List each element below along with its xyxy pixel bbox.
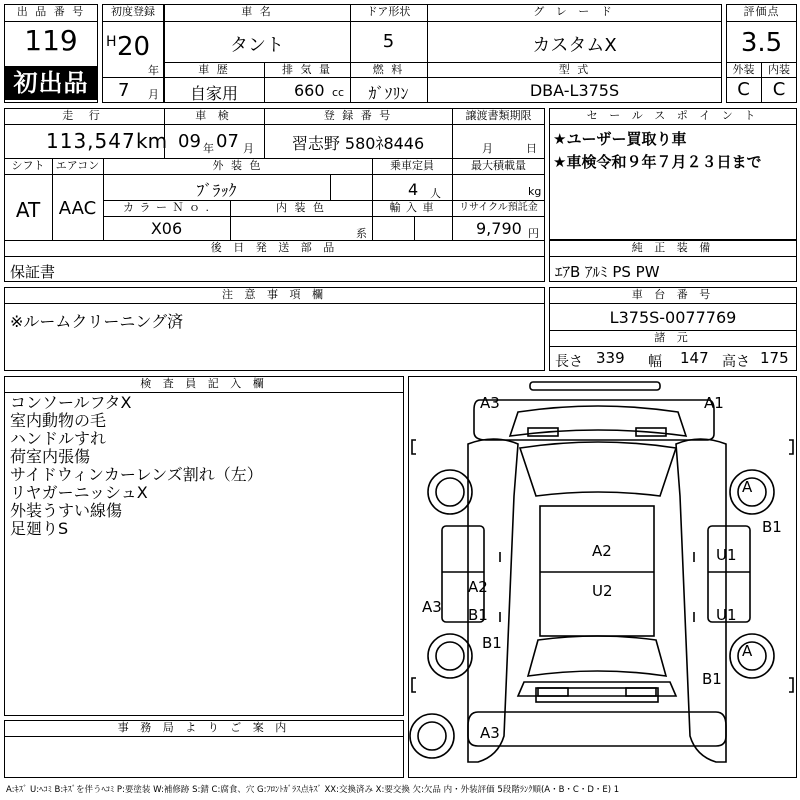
height-label: 高さ (722, 354, 750, 370)
damage-mark: B1 (482, 634, 502, 652)
plate-number: 習志野 580ﾈ8446 (291, 134, 425, 153)
reg-month: 7 (118, 80, 130, 101)
capacity-label: 乗車定員 (390, 159, 434, 172)
mileage: 113,547 (46, 129, 136, 153)
damage-mark: A2 (592, 542, 612, 560)
capacity-unit: 人 (430, 187, 441, 200)
equipment-label: 純 正 装 備 (631, 241, 715, 254)
score-label: 評価点 (743, 5, 780, 18)
history: 自家用 (189, 84, 238, 103)
first-reg-label: 初度登録 (111, 5, 155, 18)
notes-text: ※ルームクリーニング済 (10, 312, 184, 331)
shift-label: シフト (11, 159, 45, 172)
length-label: 長さ (555, 354, 583, 370)
score: 3.5 (740, 28, 783, 58)
damage-mark: B1 (702, 670, 722, 688)
import-label: 輸 入 車 (389, 201, 435, 214)
reg-year: 20 (117, 32, 151, 62)
load-label: 最大積載量 (471, 159, 526, 172)
inspector-line: ハンドルすれ (10, 429, 107, 448)
capacity: 4 (408, 180, 419, 199)
damage-mark: A3 (422, 598, 442, 616)
model-label: 型 式 (558, 63, 591, 76)
load-unit: kg (528, 185, 542, 198)
sales-point-1: ★ユーザー買取り車 (553, 130, 687, 148)
damage-mark: A3 (480, 724, 500, 742)
sales-point-2: ★車検令和９年７月２３日まで (553, 153, 762, 171)
mileage-unit: km (136, 129, 168, 153)
inspector-line: 荷室内張傷 (10, 447, 91, 466)
vehicle-name: タント (230, 35, 284, 56)
name-label: 車 名 (241, 5, 273, 18)
color-number: X06 (150, 219, 183, 238)
ac-label: エアコン (55, 159, 100, 172)
damage-mark: B1 (762, 518, 782, 536)
width-label: 幅 (648, 354, 662, 370)
interior-color-label: 内 装 色 (276, 201, 326, 214)
reg-year-unit: 年 (148, 64, 159, 77)
transfer-month-unit: 月 (482, 142, 493, 155)
inspector-line: リヤガーニッシュX (10, 483, 148, 502)
first-listing-badge: 初出品 (5, 66, 97, 100)
displacement-label: 排 気 量 (282, 63, 332, 76)
chassis-number: L375S-0077769 (609, 308, 737, 327)
history-label: 車 歴 (198, 63, 230, 76)
recycle-label: リサイクル預託金 (459, 202, 538, 213)
damage-mark: A (742, 478, 753, 496)
inspector-line: 足廻りS (10, 519, 69, 538)
after-parts: 保証書 (10, 263, 56, 281)
legend: A:ｷｽﾞ U:ﾍｺﾐ B:ｷｽﾞを伴うﾍｺﾐ P:要塗装 W:補修跡 S:錆 C:腐食、穴 G:ﾌﾛﾝﾄｶﾞﾗｽ点ｷｽﾞ XX:交換済み X:要交換 欠:欠品 内・外装評価 5段階ﾗﾝｸ順(A・B・C・D・E) 1 (6, 785, 620, 795)
car-diagram (408, 376, 797, 778)
transfer-day-unit: 日 (526, 142, 537, 155)
door-count: 5 (382, 31, 395, 52)
damage-mark: U1 (716, 606, 737, 624)
damage-mark: A3 (480, 394, 500, 412)
doors-label: ドア形状 (366, 5, 411, 18)
plate-label: 登 録 番 号 (323, 109, 393, 122)
exterior-color: ﾌﾞﾗｯｸ (196, 181, 237, 200)
recycle-fee: 9,790 (476, 219, 522, 238)
insp-year-unit: 年 (203, 142, 214, 155)
exterior-label: 外装 (732, 63, 755, 76)
insp-year: 09 (178, 131, 201, 152)
displacement: 660 (294, 81, 325, 100)
color-label: 外 装 色 (212, 159, 263, 172)
damage-mark: B1 (468, 606, 488, 624)
notes-label: 注 意 事 項 欄 (222, 288, 327, 301)
inspector-label: 検 査 員 記 入 欄 (140, 377, 268, 390)
lot-number: 119 (24, 24, 78, 57)
color-no-label: カ ラ ー Ｎ ｏ . (123, 201, 210, 214)
interior-grade: C (772, 79, 786, 100)
fuel-label: 燃 料 (372, 63, 405, 76)
damage-mark: A2 (468, 578, 488, 596)
inspector-lines (10, 394, 263, 538)
length: 339 (596, 349, 625, 367)
damage-mark: U1 (716, 546, 737, 564)
recycle-yen: 円 (528, 227, 539, 240)
era: H (106, 34, 117, 50)
exterior-grade: C (737, 79, 750, 100)
transfer-label: 譲渡書類期限 (465, 109, 532, 122)
width: 147 (680, 349, 709, 367)
height: 175 (760, 349, 789, 367)
lot-label: 出 品 番 号 (16, 5, 86, 18)
insp-month: 07 (216, 131, 239, 152)
inspection-label: 車 検 (195, 109, 233, 122)
insp-month-unit: 月 (243, 142, 254, 155)
damage-mark: U2 (592, 582, 613, 600)
model-code: DBA-L375S (529, 81, 620, 100)
damage-mark: A1 (704, 394, 724, 412)
damage-mark: A (742, 642, 753, 660)
shift: AT (15, 198, 41, 222)
chassis-label: 車 台 番 号 (631, 288, 715, 301)
sales-label: セ ー ル ス ポ イ ン ト (586, 109, 760, 122)
fuel: ｶﾞｿﾘﾝ (368, 84, 409, 103)
reg-month-unit: 月 (148, 88, 159, 101)
inspector-line: 外装うすい線傷 (10, 501, 123, 520)
interior-color-unit: 系 (356, 227, 367, 240)
air-conditioner: AAC (58, 198, 97, 219)
dims-label: 諸 元 (654, 331, 692, 344)
inspector-line: コンソールフタX (10, 393, 132, 412)
office-label: 事 務 局 よ り ご 案 内 (117, 721, 291, 734)
displacement-unit: cc (332, 86, 345, 99)
equipment: ｴｱB ｱﾙﾐ PS PW (555, 263, 660, 281)
inspector-line: 室内動物の毛 (10, 411, 107, 430)
after-parts-label: 後 日 発 送 部 品 (210, 241, 339, 254)
inspector-line: サイドウィンカーレンズ割れ（左） (10, 465, 263, 484)
interior-label: 内装 (768, 63, 790, 76)
grade-label: グ レ ー ド (533, 5, 616, 18)
mileage-label: 走 行 (62, 109, 106, 122)
grade: カスタムX (532, 35, 617, 56)
